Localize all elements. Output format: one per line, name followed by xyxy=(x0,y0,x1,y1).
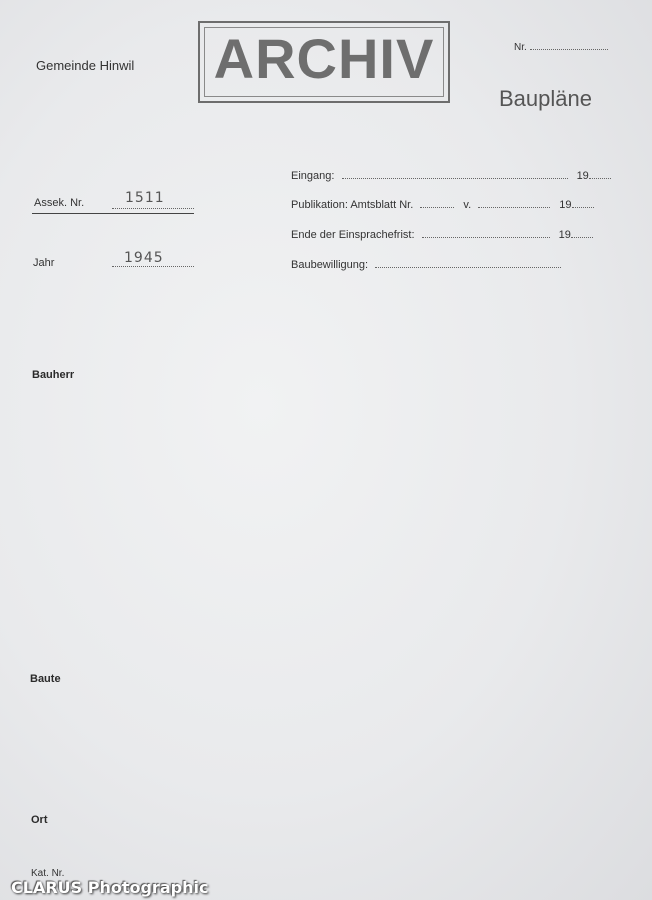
bauherr-heading: Bauherr xyxy=(32,369,75,381)
assek-value-line xyxy=(112,192,194,209)
einsprache-year: 19 xyxy=(558,229,571,241)
nr-label: Nr. xyxy=(514,42,527,53)
eingang-year: 19 xyxy=(576,170,589,182)
jahr-label: Jahr xyxy=(33,257,55,269)
municipality-label: Gemeinde Hinwil xyxy=(36,58,135,73)
eingang-label: Eingang: xyxy=(291,170,335,182)
publikation-year-line xyxy=(572,206,594,208)
eingang-dotted-line xyxy=(342,177,568,179)
baubewilligung-field xyxy=(291,259,561,271)
publikation-nr-line xyxy=(420,206,454,208)
einsprache-field xyxy=(291,229,593,241)
jahr-value-line xyxy=(112,252,194,267)
category-title: Baupläne xyxy=(499,86,592,111)
katnr-label: Kat. Nr. xyxy=(31,868,65,879)
baute-heading: Baute xyxy=(30,673,61,685)
photographer-watermark: CLARUS Photographic xyxy=(11,878,209,897)
assek-value: 1511 xyxy=(125,190,165,206)
stamp-text: ARCHIV xyxy=(213,27,435,90)
einsprache-year-line xyxy=(571,236,593,238)
archiv-stamp xyxy=(198,21,450,103)
einsprache-dotted-line xyxy=(422,236,550,238)
baubewilligung-label: Baubewilligung: xyxy=(291,259,369,271)
publikation-year: 19 xyxy=(559,199,572,211)
eingang-field xyxy=(291,170,611,182)
publikation-label: Publikation: Amtsblatt Nr. xyxy=(291,199,414,211)
publikation-field xyxy=(291,199,594,211)
eingang-year-line xyxy=(589,177,611,179)
publikation-v: v. xyxy=(463,199,472,211)
nr-dotted-line xyxy=(530,48,608,50)
assek-label: Assek. Nr. xyxy=(34,197,85,209)
assek-underline xyxy=(32,213,194,214)
nr-field xyxy=(514,42,608,53)
ort-heading: Ort xyxy=(31,814,48,826)
baubewilligung-dotted-line xyxy=(375,266,561,268)
publikation-date-line xyxy=(478,206,550,208)
jahr-value: 1945 xyxy=(124,250,164,266)
einsprache-label: Ende der Einsprachefrist: xyxy=(291,229,415,241)
